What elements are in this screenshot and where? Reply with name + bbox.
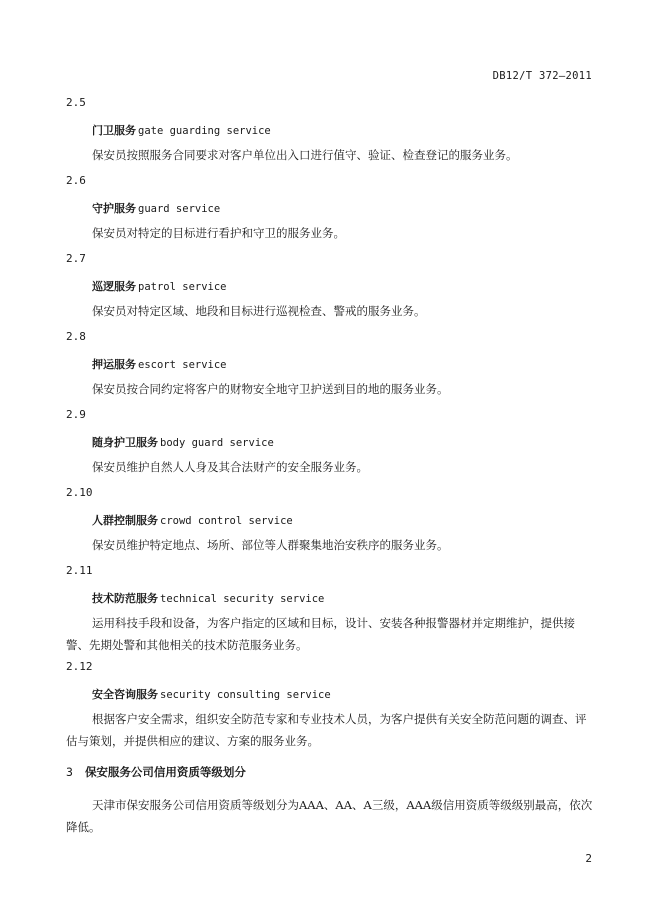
term-heading <box>92 122 271 138</box>
term-heading <box>92 434 274 450</box>
clause-number: 2.8 <box>66 330 86 343</box>
term-zh: 安全咨询服务 <box>92 688 158 701</box>
term-zh: 技术防范服务 <box>92 592 158 605</box>
term-en: security consulting service <box>160 689 331 701</box>
term-heading <box>92 278 227 294</box>
term-en: guard service <box>138 203 221 215</box>
standard-code: DB12/T 372—2011 <box>492 70 592 82</box>
term-en: crowd control service <box>160 515 293 527</box>
clause-number: 2.7 <box>66 252 86 265</box>
term-heading <box>92 200 220 216</box>
term-en: patrol service <box>138 281 227 293</box>
page-number: 2 <box>585 852 592 865</box>
term-definition: 保安员对特定区域、地段和目标进行巡视检查、警戒的服务业务。 <box>92 304 426 318</box>
term-definition: 根据客户安全需求，组织安全防范专家和专业技术人员，为客户提供有关安全防范问题的调查、评估与策划，并提供相应的建议、方案的服务业务。 <box>66 712 587 748</box>
term-definition: 保安员按合同约定将客户的财物安全地守卫护送到目的地的服务业务。 <box>92 382 449 396</box>
section-number: 3 <box>66 765 73 779</box>
section-heading <box>66 764 246 780</box>
clause-number: 2.10 <box>66 486 93 499</box>
term-heading <box>92 356 227 372</box>
term-en: escort service <box>138 359 227 371</box>
clause-number: 2.5 <box>66 96 86 109</box>
term-zh: 守护服务 <box>92 202 136 215</box>
term-en: gate guarding service <box>138 125 271 137</box>
term-zh: 巡逻服务 <box>92 280 136 293</box>
term-heading <box>92 686 331 702</box>
term-zh: 押运服务 <box>92 358 136 371</box>
section-title: 保安服务公司信用资质等级划分 <box>84 765 246 779</box>
clause-number: 2.12 <box>66 660 93 673</box>
clause-number: 2.6 <box>66 174 86 187</box>
term-zh: 随身护卫服务 <box>92 436 158 449</box>
term-zh: 人群控制服务 <box>92 514 158 527</box>
term-definition: 保安员对特定的目标进行看护和守卫的服务业务。 <box>92 226 345 240</box>
clause-number: 2.11 <box>66 564 93 577</box>
term-heading <box>92 590 324 606</box>
term-heading <box>92 512 293 528</box>
term-definition: 运用科技手段和设备，为客户指定的区域和目标，设计、安装各种报警器材并定期维护，提供接警、先期处警和其他相关的技术防范服务业务。 <box>66 616 575 652</box>
term-definition: 保安员按照服务合同要求对客户单位出入口进行值守、验证、检查登记的服务业务。 <box>92 148 518 162</box>
term-zh: 门卫服务 <box>92 124 136 137</box>
term-definition: 保安员维护自然人人身及其合法财产的安全服务业务。 <box>92 460 368 474</box>
clause-number: 2.9 <box>66 408 86 421</box>
term-definition: 保安员维护特定地点、场所、部位等人群聚集地治安秩序的服务业务。 <box>92 538 449 552</box>
section-paragraph: 天津市保安服务公司信用资质等级划分为AAA、AA、A三级，AAA级信用资质等级级别最高，依次降低。 <box>66 798 593 834</box>
term-en: technical security service <box>160 593 325 605</box>
term-en: body guard service <box>160 437 274 449</box>
